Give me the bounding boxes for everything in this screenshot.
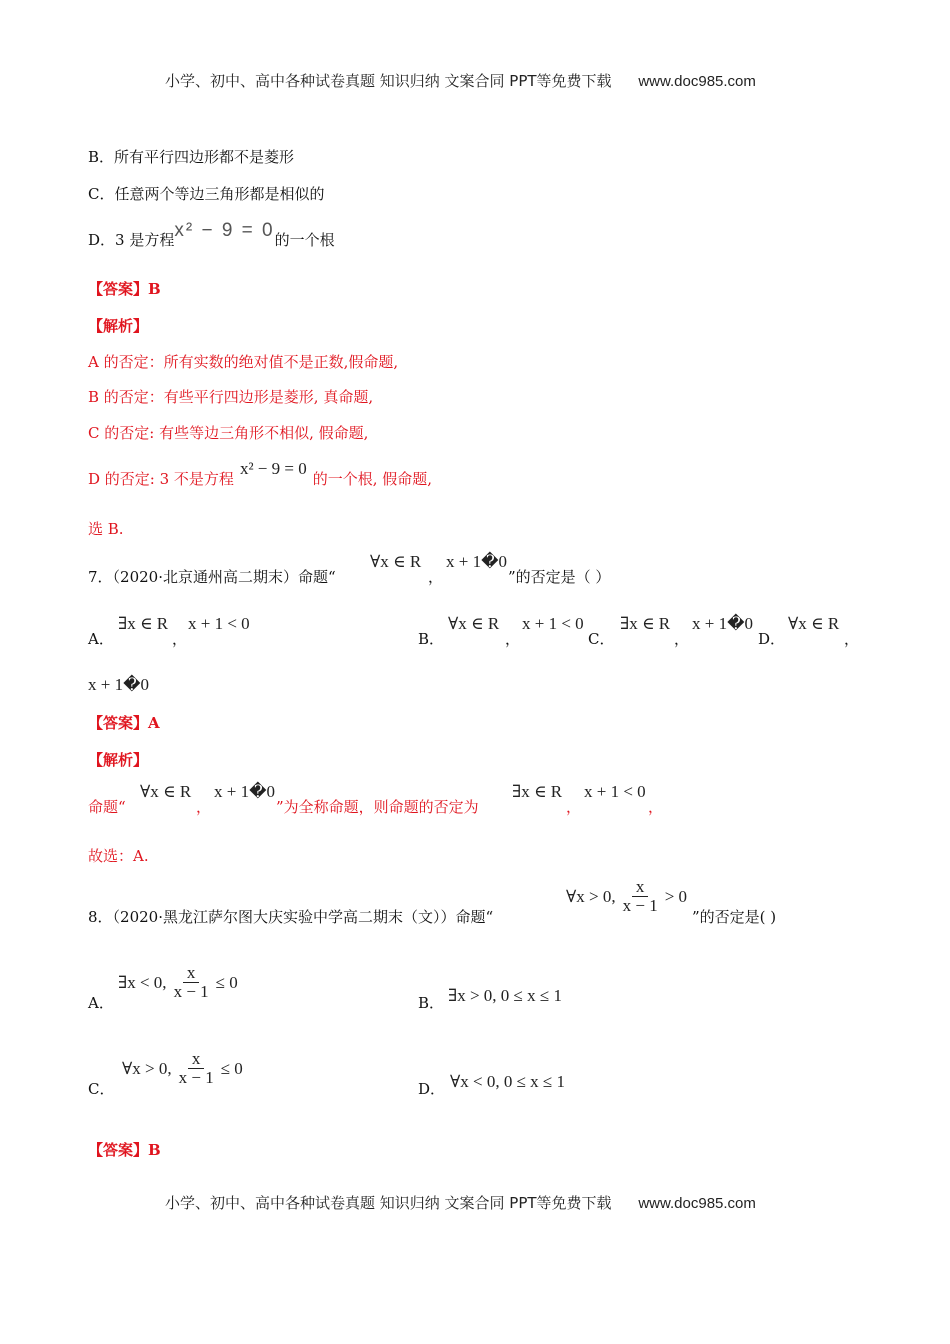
q6-analysis-c: C 的否定: 有些等边三角形不相似, 假命题, [88,424,369,442]
q7-analysis-mid: ”为全称命题，则命题的否定为 [276,798,479,816]
q7-analysis-conclusion: 故选：A. [88,847,149,865]
q7-analysis-end: ， [648,798,664,816]
q6-option-d-equation: x² − 9 = 0 [174,220,275,241]
q7-option-b-math-1: ∀x ∈ R [448,614,500,633]
q7-option-d-comma: ， [844,630,860,648]
q6-option-b: B．所有平行四边形都不是菱形 [88,148,295,166]
q7-option-d-math-1: ∀x ∈ R [788,614,840,633]
q7-stem-comma: ， [428,568,444,586]
q8-option-d-math: ∀x < 0, 0 ≤ x ≤ 1 [450,1072,566,1091]
q6-analysis-d-equation: x² − 9 = 0 [239,459,307,478]
q6-analysis-b: B 的否定：有些平行四边形是菱形, 真命题, [88,388,374,406]
q7-option-d-math-2: x + 1�0 [88,675,150,694]
q7-option-c-label: C． [588,630,615,648]
q8-stem-fraction [619,878,662,915]
q8-option-a-numerator: x [183,964,200,983]
q6-answer: 【答案】B [88,280,161,298]
q7-option-c-math-1: ∃x ∈ R [620,614,671,633]
q7-stem-math-2: x + 1�0 [446,552,508,571]
q6-option-d-post: 的一个根 [274,231,335,249]
q8-option-c-fraction [175,1050,218,1087]
page-footer [165,1192,756,1213]
q6-analysis-a: A 的否定：所有实数的绝对值不是正数,假命题, [88,353,399,371]
q8-option-a-label: A． [88,994,114,1012]
q8-option-b-math: ∃x > 0, 0 ≤ x ≤ 1 [448,986,562,1005]
q6-option-d-pre: D．3 是方程 [88,231,175,249]
q8-option-c-numerator: x [188,1050,205,1069]
q7-analysis-math-1: ∀x ∈ R [140,782,192,801]
q7-option-d-label: D． [758,630,786,648]
q7-stem-pre: 7．（2020·北京通州高二期末）命题“ [88,568,336,586]
q8-option-c-pre: ∀x > 0, [122,1058,172,1078]
header-url[interactable]: www.doc985.com [638,73,756,90]
q8-option-c-denominator: x − 1 [178,1068,214,1087]
q8-option-a-math [118,964,238,1001]
q7-stem-post: ”的否定是（ ） [508,568,611,586]
q6-analysis-d [88,459,433,489]
q7-option-a-comma: ， [172,630,188,648]
q7-option-a-math-2: x + 1 < 0 [188,614,250,633]
q8-option-d-label: D． [418,1080,446,1098]
q7-analysis-math-2: x + 1�0 [214,782,276,801]
q8-stem-post: ”的否定是( ) [692,908,777,926]
q8-option-a-fraction [170,964,213,1001]
q8-option-a-denominator: x − 1 [173,982,209,1001]
q7-option-b-comma: ， [505,630,521,648]
q8-option-c-label: C． [88,1080,115,1098]
q6-option-d [88,220,335,251]
q7-analysis-math-3: ∃x ∈ R [512,782,563,801]
q7-answer: 【答案】A [88,714,160,732]
q7-stem-math-1: ∀x ∈ R [370,552,422,571]
q8-option-c-post: ≤ 0 [220,1058,243,1078]
q7-analysis-comma-1: ， [196,798,212,816]
q8-stem-math-post: > 0 [664,886,688,906]
q7-analysis-title: 【解析】 [88,751,149,769]
page-header [165,70,756,91]
footer-text: 小学、初中、高中各种试卷真题 知识归纳 文案合同 PPT等免费下载 [165,1194,612,1212]
q6-analysis-conclusion: 选 B. [88,520,124,538]
q8-option-c-math [122,1050,243,1087]
header-text: 小学、初中、高中各种试卷真题 知识归纳 文案合同 PPT等免费下载 [165,72,612,90]
q6-analysis-title: 【解析】 [88,317,149,335]
q8-option-a-post: ≤ 0 [215,972,238,992]
q6-analysis-d-pre: D 的否定: 3 不是方程 [88,470,234,488]
q8-stem-math-pre: ∀x > 0, [566,886,616,906]
q6-option-c: C．任意两个等边三角形都是相似的 [88,185,325,203]
q8-stem-math [566,878,687,915]
q7-option-b-math-2: x + 1 < 0 [522,614,584,633]
q7-option-c-math-2: x + 1�0 [692,614,754,633]
q8-stem-pre: 8．（2020·黑龙江萨尔图大庆实验中学高二期末（文））命题“ [88,908,494,926]
q8-stem-numerator: x [632,878,649,897]
q7-option-c-comma: ， [674,630,690,648]
q7-option-b-label: B． [418,630,445,648]
q6-analysis-d-post: 的一个根, 假命题, [312,470,433,488]
footer-url[interactable]: www.doc985.com [638,1195,756,1212]
q7-option-a-label: A． [88,630,114,648]
q8-answer: 【答案】B [88,1141,161,1159]
q8-option-b-label: B． [418,994,445,1012]
q8-stem-denominator: x − 1 [622,896,658,915]
q7-analysis-pre: 命题“ [88,798,126,816]
q7-option-a-math-1: ∃x ∈ R [118,614,169,633]
q7-analysis-comma-2: ， [566,798,582,816]
q7-analysis-math-4: x + 1 < 0 [584,782,646,801]
q8-option-a-pre: ∃x < 0, [118,972,167,992]
